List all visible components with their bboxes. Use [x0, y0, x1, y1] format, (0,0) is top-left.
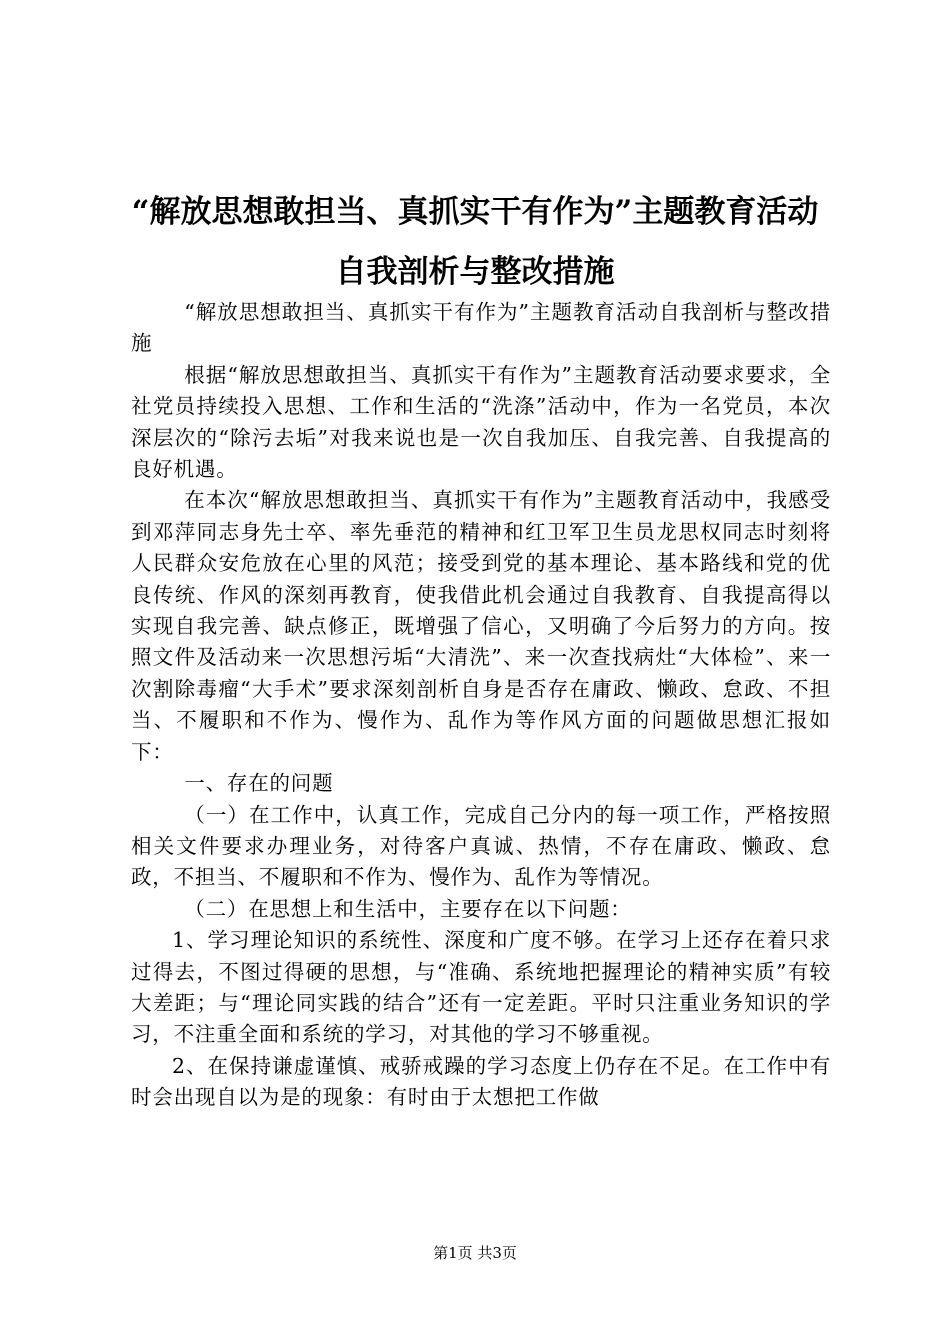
paragraph-point-1: 1、学习理论知识的系统性、深度和广度不够。在学习上还存在着只求过得去，不图过得硬的思想，与“准确、系统地把握理论的精神实质”有较大差距；与“理论同实践的结合”还有一定差距。平时只注重业务知识的学习，不注重全面和系统的学习，对其他的学习不够重视。: [131, 928, 831, 1047]
section-heading-problems: 一、存在的问题: [184, 771, 334, 796]
document-body: [131, 297, 831, 1114]
document-title: “解放思想敢担当、真抓实干有作为”主题教育活动自我剖析与整改措施: [131, 194, 819, 290]
paragraph-intro: 根据“解放思想敢担当、真抓实干有作为”主题教育活动要求要求，全社党员持续投入思想、工作和生活的“洗涤”活动中，作为一名党员，本次深层次的“除污去垢”对我来说也是一次自我加压、自我完善、自我提高的良好机遇。: [131, 362, 831, 482]
page-footer: 第1页 共3页: [433, 1244, 517, 1262]
paragraph-item-work: （一）在工作中，认真工作，完成自己分内的每一项工作，严格按照相关文件要求办理业务，对待客户真诚、热情，不存在庸政、懒政、怠政，不担当、不履职和不作为、慢作为、乱作为等情况。: [131, 802, 831, 890]
paragraph-point-2: 2、在保持谦虚谨慎、戒骄戒躁的学习态度上仍存在不足。在工作中有时会出现自以为是的现象：有时由于太想把工作做: [131, 1053, 831, 1110]
paragraph-reflection: 在本次“解放思想敢担当、真抓实干有作为”主题教育活动中，我感受到邓萍同志身先士卒、率先垂范的精神和红卫军卫生员龙思权同志时刻将人民群众安危放在心里的风范；接受到党的基本理论、基本路线和党的优良传统、作风的深刻再教育，使我借此机会通过自我教育、自我提高得以实现自我完善、缺点修正，既增强了信心，又明确了今后努力的方向。按照文件及活动来一次思想污垢“大清洗”、来一次查找病灶“大体检”、来一次割除毒瘤“大手术”要求深刻剖析自身是否存在庸政、懒政、怠政、不担当、不履职和不作为、慢作为、乱作为等作风方面的问题做思想汇报如下：: [131, 488, 831, 764]
paragraph-item-thought: （二）在思想上和生活中，主要存在以下问题：: [184, 896, 632, 921]
paragraph-heading-repeat: “解放思想敢担当、真抓实干有作为”主题教育活动自我剖析与整改措施: [131, 300, 831, 356]
